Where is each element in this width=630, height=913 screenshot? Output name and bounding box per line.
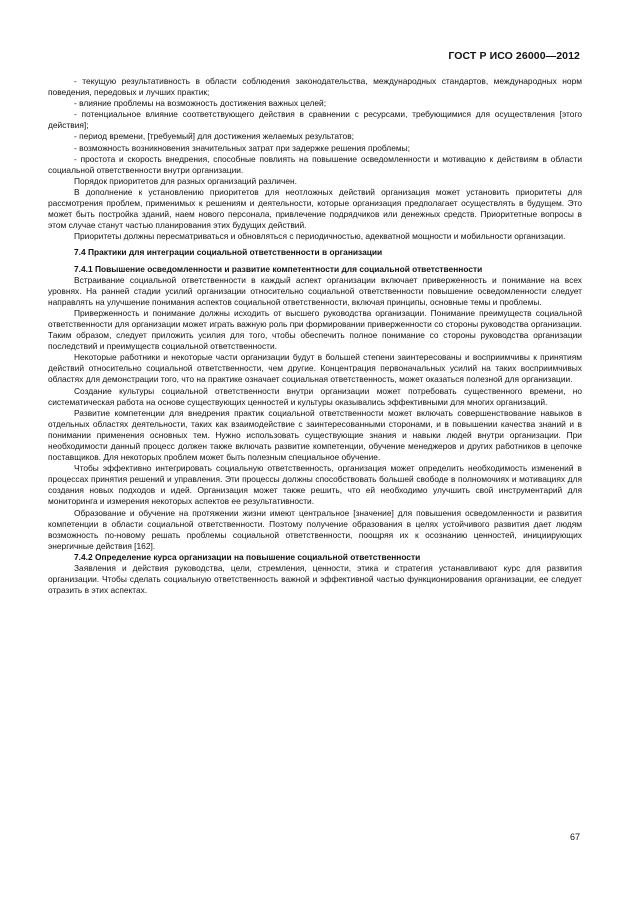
page-body <box>48 76 582 596</box>
subsection-heading-7-4-2: 7.4.2 Определение курса организации на повышение социальной ответственности <box>74 551 421 562</box>
paragraph: Создание культуры социальной ответственности внутри организации может потребовать существенного времени, но систематическая работа на основе существующих ценностей и культуры оказывались эффективными для многих организаций. <box>48 385 582 407</box>
paragraph: Порядок приоритетов для разных организаций различен. <box>74 175 297 186</box>
paragraph: Приоритеты должны пересматриваться и обновляться с периодичностью, адекватной мощности и мобильности организации. <box>74 231 566 242</box>
paragraph: Встраивание социальной ответственности в каждый аспект организации включает приверженность и понимание на всех уровнях. На ранней стадии усилий организации относительно социальной ответственности повышение осведомленности следует направлять на улучшение понимания аспектов социальной ответственности, включая принципы, основные темы и проблемы. <box>48 274 582 307</box>
paragraph: В дополнение к установлению приоритетов для неотложных действий организация может установить приоритеты для рассмотрения проблем, применимых к решениям и деятельности, которые организация предполагает осуществлять в будущем. Это может быть постройка зданий, наем нового персонала, привлечение подрядчиков или денежных средств. Приоритетные вопросы в этом случае станут частью планирования этих будущих действий. <box>48 186 582 231</box>
list-item: - период времени, [требуемый] для достижения желаемых результатов; <box>74 131 354 142</box>
paragraph: Развитие компетенции для внедрения практик социальной ответственности может включать совершенствование навыков в отдельных областях деятельности, таких как взаимодействие с заинтересованными сторонами, и в повышении качества знаний и в понимании применения основных тем. Нужно использовать существующие знания и навыки людей внутри организации. При необходимости данный процесс должен также включать развитие компетенции, обучение менеджеров и других работников в цепочке поставщиков. Для некоторых проблем может быть полезным специальное обучение. <box>48 407 582 463</box>
paragraph: Некоторые работники и некоторые части организации будут в большей степени заинтересованы и восприимчивы к принятиям действий относительно социальной ответственности, чем другие. Концентрация первоначальных усилий на таких восприимчивых областях для демонстрации того, что на практике означает социальная ответственность, может оказаться полезной для организации. <box>48 352 582 385</box>
running-header: ГОСТ Р ИСО 26000—2012 <box>448 50 580 62</box>
subsection-heading-7-4-1: 7.4.1 Повышение осведомленности и развитие компетентности для социальной ответственности <box>74 263 483 274</box>
list-item: - текущую результативность в области соблюдения законодательства, международных стандартов, международных норм поведения, передовых и лучших практик; <box>48 76 582 98</box>
list-item: - влияние проблемы на возможность достижения важных целей; <box>74 98 327 109</box>
paragraph: Заявления и действия руководства, цели, стремления, ценности, этика и стратегия устанавливают курс для развития организации. Чтобы сделать социальную ответственность важной и эффективной частью функционирования организации, ее следует отразить в этих аспектах. <box>48 563 582 596</box>
paragraph: Образование и обучение на протяжении жизни имеют центральное [значение] для повышения осведомленности и развития компетенции в области социальной ответственности. Поэтому получение образования в целях устойчивого развития дает людям возможность по-новому решать проблемы социальной ответственности, поощряя их к осознанию ценностей, инициирующих энергичные действия [162]. <box>48 507 582 551</box>
list-item: - простота и скорость внедрения, способные повлиять на повышение осведомленности и мотивацию к действиям в области социальной ответственности внутри организации. <box>48 153 582 175</box>
list-item: - потенциальное влияние соответствующего действия в сравнении с ресурсами, требующимися для осуществления [этого действия]; <box>48 109 582 131</box>
section-heading-7-4: 7.4 Практики для интеграции социальной ответственности в организации <box>74 247 383 258</box>
list-item: - возможность возникновения значительных затрат при задержке решения проблемы; <box>74 142 410 153</box>
page-number: 67 <box>569 832 580 842</box>
paragraph: Приверженность и понимание должны исходить от высшего руководства организации. Понимание преимуществ социальной ответственности для организации может играть важную роль при формировании приверженности со стороны руководства организации. Таким образом, следует приложить усилия для того, чтобы обеспечить полное понимание со стороны руководства организации последствий и преимуществ социальной ответственности. <box>48 307 582 352</box>
paragraph: Чтобы эффективно интегрировать социальную ответственность, организация может определить необходимость изменений в процессах принятия решений и управления. Эти процессы должны способствовать большей свободе в полномочиях и мотивациях для создания новых подходов и идей. Организация может также решить, что ей необходимо улучшить свой инструментарий для мониторинга и измерения некоторых аспектов ее результативности. <box>48 463 582 507</box>
